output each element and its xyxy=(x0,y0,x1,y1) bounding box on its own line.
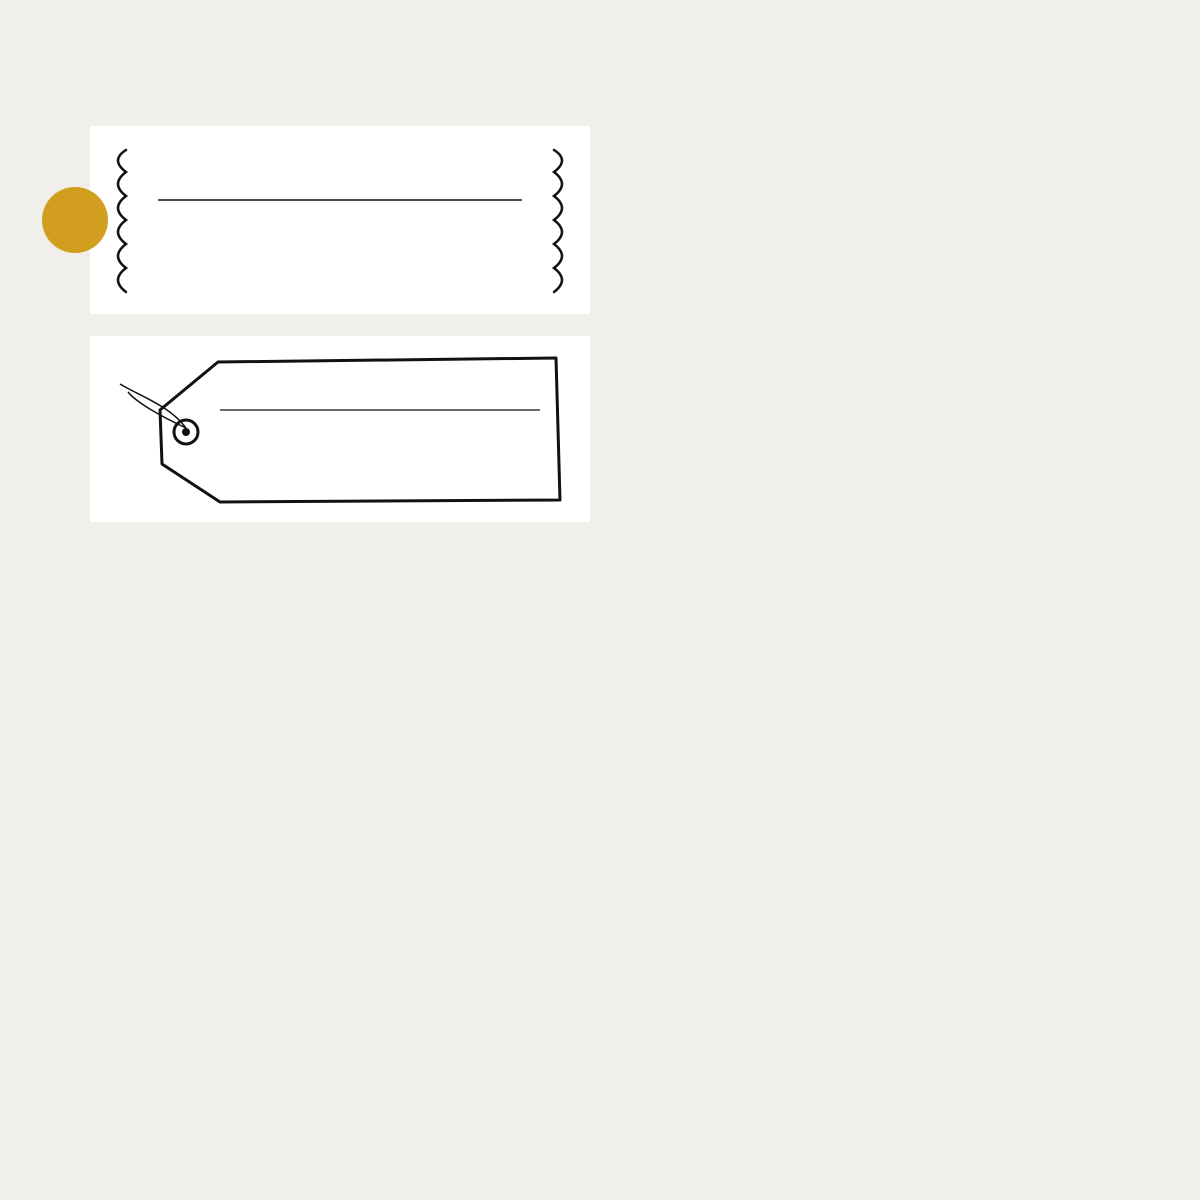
scalloped-border xyxy=(90,126,590,314)
stamp-card-12 xyxy=(90,336,590,522)
stamp-card-11 xyxy=(90,126,590,314)
badge-11 xyxy=(42,187,108,253)
tag-outline xyxy=(90,336,590,522)
